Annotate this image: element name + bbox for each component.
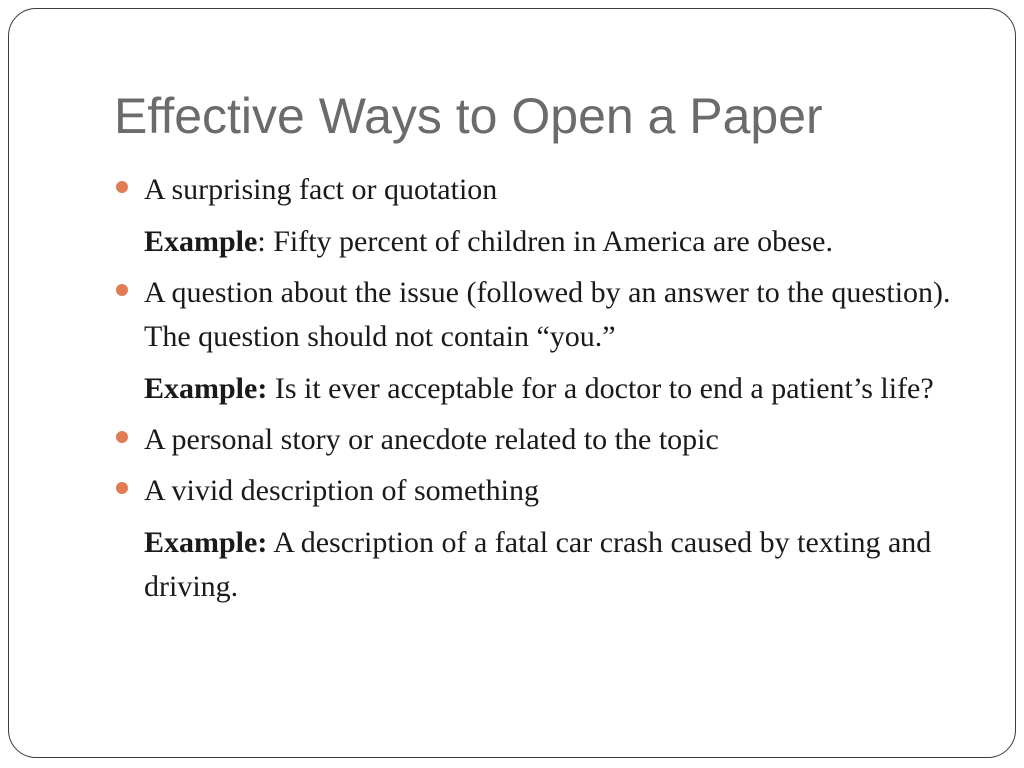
bullet-text: A vivid description of something xyxy=(144,474,539,507)
bullet-text: A surprising fact or quotation xyxy=(144,173,498,206)
bullet-dot-icon xyxy=(116,181,128,193)
slide-body xyxy=(116,168,966,609)
bullet-item-personal-story xyxy=(116,418,966,462)
bullet-item-surprising-fact xyxy=(116,168,966,212)
example-question xyxy=(116,367,966,411)
example-surprising-fact xyxy=(116,220,966,264)
example-text: Fifty percent of children in America are obese. xyxy=(273,225,833,258)
bullet-item-question xyxy=(116,271,966,359)
bullet-dot-icon xyxy=(116,431,128,443)
example-label: Example: xyxy=(144,526,268,559)
example-label: Example xyxy=(144,225,258,258)
bullet-item-vivid-description xyxy=(116,469,966,513)
example-text: A description of a fatal car crash caused by texting and driving. xyxy=(144,526,932,603)
bullet-dot-icon xyxy=(116,482,128,494)
example-separator xyxy=(267,372,275,405)
bullet-text: A question about the issue (followed by an answer to the question). The question should not contain “you.” xyxy=(144,276,951,353)
example-separator: : xyxy=(257,225,274,258)
example-vivid-description xyxy=(116,521,966,609)
slide-title: Effective Ways to Open a Paper xyxy=(114,88,823,144)
bullet-dot-icon xyxy=(116,284,128,296)
example-text: Is it ever acceptable for a doctor to end a patient’s life? xyxy=(274,372,934,405)
example-label: Example: xyxy=(144,372,268,405)
bullet-text: A personal story or anecdote related to the topic xyxy=(144,423,719,456)
